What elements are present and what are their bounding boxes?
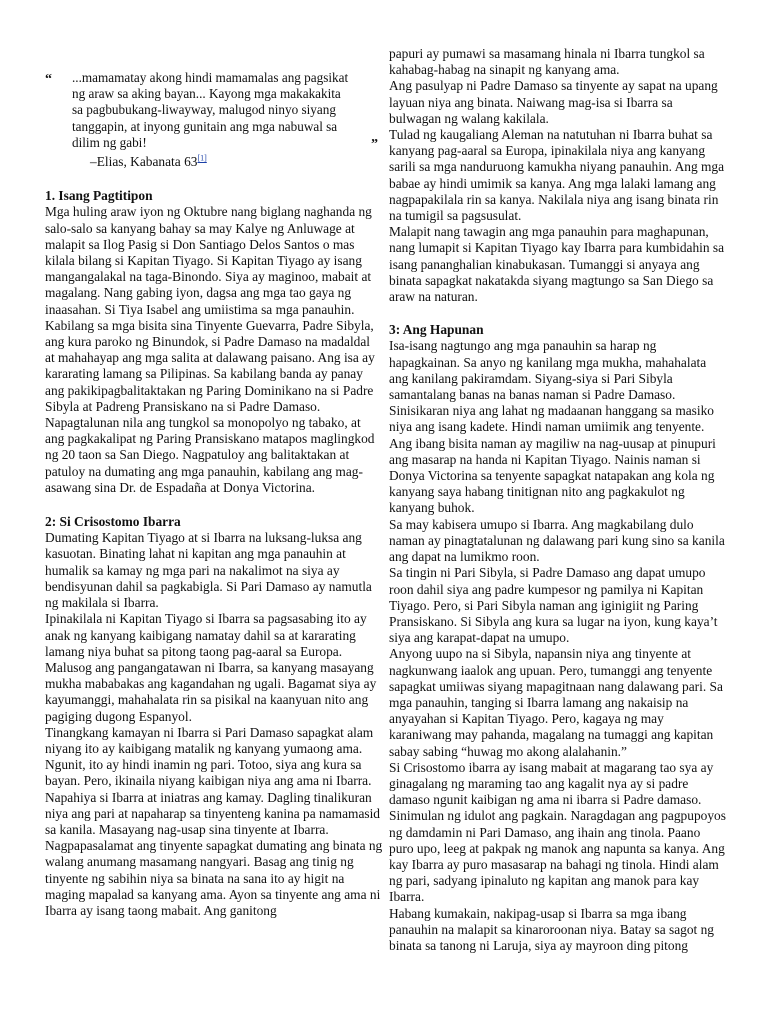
paragraph: Malusog ang pangangatawan ni Ibarra, sa kanyang masayang mukha mababakas ang kagandahan ng ugali. Bagamat siya ay kayumanggi, mahahalata rin sa pisikal na kaanyuan nito ang pagiging dugong Espanyol. (45, 659, 377, 724)
paragraph: Dumating Kapitan Tiyago at si Ibarra na luksang-luksa ang kasuotan. Binating lahat ni kapitan ang mga panauhin at humalik sa kamay ng mga pari na nakalimot na siya ay bendisyunan dahil sa pagkabigla. Si Pari Damaso ay namutla ng makilala si Ibarra. (45, 530, 372, 611)
paragraph: Napahiya si Ibarra at iniatras ang kamay. Dagling tinalikuran niya ang pari at napaharap sa tinyenteng kanina pa namamasid sa kanila. Masayang nag-usap sina tinyente at Ibarra. Nagpapasalamat ang tinyente sapagkat dumating ang binata ng walang anumang masamang nangyari. Basag ang tinig ng tinyente ng sabihin niya sa binata na sana ito ay higit na maging mapalad sa kanyang ama. Ayon sa tinyente ang ama ni Ibarra ay isang taong mabait. Ang ganitong (45, 789, 383, 918)
paragraph: Habang kumakain, nakipag-usap si Ibarra sa mga ibang panauhin na malapit sa kinaroroonan niya. Batay sa sagot ng binata sa tanong ni Laruja, siya ay mayroon ding pitong (389, 905, 715, 953)
section-heading-2: 2: Si Crisostomo Ibarra (45, 514, 181, 530)
left-column (45, 70, 383, 919)
paragraph: Anyong uupo na si Sibyla, napansin niya ang tinyente at nagkunwang iaalok ang upuan. Pero, tumanggi ang tenyente sapagkat umiiwas siyang mapagitnaan nang dalawang pari. Sa mga panauhin, tanging si Ibarra lamang ang nakaisip na anyayahan si Kapitan Tiyago. Pero, kagaya ng may karaniwang may pahanda, magalang na tumaggi ang kapitan sabay sabing “huwag mo akong alalahanin.” (389, 646, 723, 759)
close-quote-mark: ” (371, 137, 378, 152)
paragraph: Sa may kabisera umupo si Ibarra. Ang magkabilang dulo naman ay pinagtatalunan ng dalawang pari kung sino sa kanila ang dapat na lumikmo roon. (389, 516, 725, 565)
paragraph: Malapit nang tawagin ang mga panauhin para maghapunan, nang lumapit si Kapitan Tiyago kay Ibarra para kumbidahin sa isang pananghalian kinabukasan. Tumanggi si anyaya ang binata sapagkat nakatakda siyang magtungo sa San Diego sa araw na naturan. (389, 224, 725, 305)
epigraph-attribution (90, 154, 383, 170)
right-column (389, 46, 727, 954)
paragraph: Sa tingin ni Pari Sibyla, si Padre Damaso ang dapat umupo roon dahil siya ang padre kumpesor ng pamilya ni Kapitan Tiyago. Pero, si Pari Sibyla naman ang iginigiit ng Paring Pransiskano. Si Sibyla ang kura sa lugar na iyon, kung kaya’t siya ang karapat-dapat na umupo. (389, 565, 718, 646)
epigraph-text: ...mamamatay akong hindi mamamalas ang pagsikat ng araw sa aking bayan... Kayong mga makakakita sa pagbubukang-liwayway, malugod ninyo siyang tanggapin, at inyong gunitain ang mga nabuwal sa dilim ng gabi! (72, 70, 349, 150)
paragraph: Isa-isang nagtungo ang mga panauhin sa harap ng hapagkainan. Sa anyo ng kanilang mga mukha, mahahalata ang kanilang pakiramdam. Siyang-siya si Pari Sibyla samantalang banas na banas naman si Padre Damaso. Sinisikaran niya ang lahat ng madaanan hanggang sa masiko niya ang isang kadete. Hindi naman umiimik ang tenyente. Ang ibang bisita naman ay magiliw na nag-uusap at pinupuri ang masarap na handa ni Kapitan Tiyago. Nainis naman si Donya Victorina sa tenyente sapagkat natapakan ang kola ng kanyang saya habang tinitignan nito ang pagkakulot ng kanyang buhok. (389, 338, 716, 516)
paragraph: Ang pasulyap ni Padre Damaso sa tinyente ay sapat na upang layuan niya ang binata. Naiwang mag-isa si Ibarra sa bulwagan ng walang kakilala. (389, 78, 718, 126)
paragraph: Mga huling araw iyon ng Oktubre nang biglang naghanda ng salo-salo sa kanyang bahay sa may Kalye ng Anluwage at malapit sa Ilog Pasig si Don Santiago Delos Santos o mas kilala bilang si Kapitan Tiyago. Si Kapitan Tiyago ay isang mangangalakal na taga-Binondo. Siya ay maginoo, mabait at magalang. Nang gabing iyon, dagsa ang mga tao gaya ng inaasahan. Si Tiya Isabel ang umiistima sa mga panauhin. Kabilang sa mga bisita sina Tinyente Guevarra, Padre Sibyla, ang kura paroko ng Binundok, si Padre Damaso na madaldal at mahahayap ang mga salita at dalawang paisano. Ang isa ay kararating lamang sa Pilipinas. Sa kabilang banda ay panay ang pakikipagbalitaktakan ng Paring Dominikano na si Padre Sibyla at Padreng Pransiskano na si Padre Damaso. Napagtalunan nila ang tungkol sa monopolyo ng tabako, at ang pagkakalipat ng Paring Pransiskano matapos maglingkod ng 20 taon sa San Diego. Nagpatuloy ang balitaktakan at patuloy na dumating ang mga panauhin, kabilang ang mag-asawang sina Dr. de Espadaña at Donya Victorina. (45, 204, 375, 495)
paragraph: papuri ay pumawi sa masamang hinala ni Ibarra tungkol sa kahabag-habag na sinapit ng kanyang ama. (389, 46, 705, 78)
section-heading-3: 3: Ang Hapunan (389, 322, 484, 338)
paragraph: Si Crisostomo ibarra ay isang mabait at magarang tao sya ay ginagalang ng maraming tao ang kagalit nya ay si padre damaso ngunit kaibigan ng ama ni ibarra si Padre damaso. (389, 759, 714, 808)
footnote-link[interactable]: [1] (197, 153, 207, 163)
section-heading-1: 1. Isang Pagtitipon (45, 188, 153, 204)
paragraph: Ipinakilala ni Kapitan Tiyago si Ibarra sa pagsasabing ito ay anak ng kanyang kaibigang namatay dahil sa at kararating lamang niya buhat sa pitong taong pag-aaral sa Europa. (45, 611, 367, 659)
paragraph: Sinimulan ng idulot ang pagkain. Naragdagan ang pagpupoyos ng damdamin ni Pari Damaso, ang ihain ang tinola. Paano puro upo, leeg at pakpak ng manok ang napunta sa kanya. Ang kay Ibarra ay puro masasarap na bahagi ng tinola. Hindi alam ng pari, sadyang ipinaluto ng kapitan ang manok para kay Ibarra. (389, 808, 726, 905)
attribution-text: –Elias, Kabanata 63 (90, 154, 198, 170)
paragraph: Tinangkang kamayan ni Ibarra si Pari Damaso sapagkat alam niyang ito ay kaibigang matalik ng kanyang yumaong ama. Ngunit, ito ay hindi inamin ng pari. Totoo, siya ang kura sa bayan. Pero, ikinaila niyang kaibigan niya ang ama ni Ibarra. (45, 724, 374, 789)
paragraph: Tulad ng kaugaliang Aleman na natutuhan ni Ibarra buhat sa kanyang pag-aaral sa Europa, ipinakilala niya ang kanyang sarili sa mga nanduruong kamukha niyang panauhin. Ang mga babae ay hindi umimik sa kanya. Ang mga lalaki lamang ang nagpapakilala rin sa kanya. Nakilala niya ang isang binata rin na tumigil sa pagsusulat. (389, 127, 725, 224)
epigraph (45, 70, 383, 151)
open-quote-mark: “ (45, 72, 52, 87)
